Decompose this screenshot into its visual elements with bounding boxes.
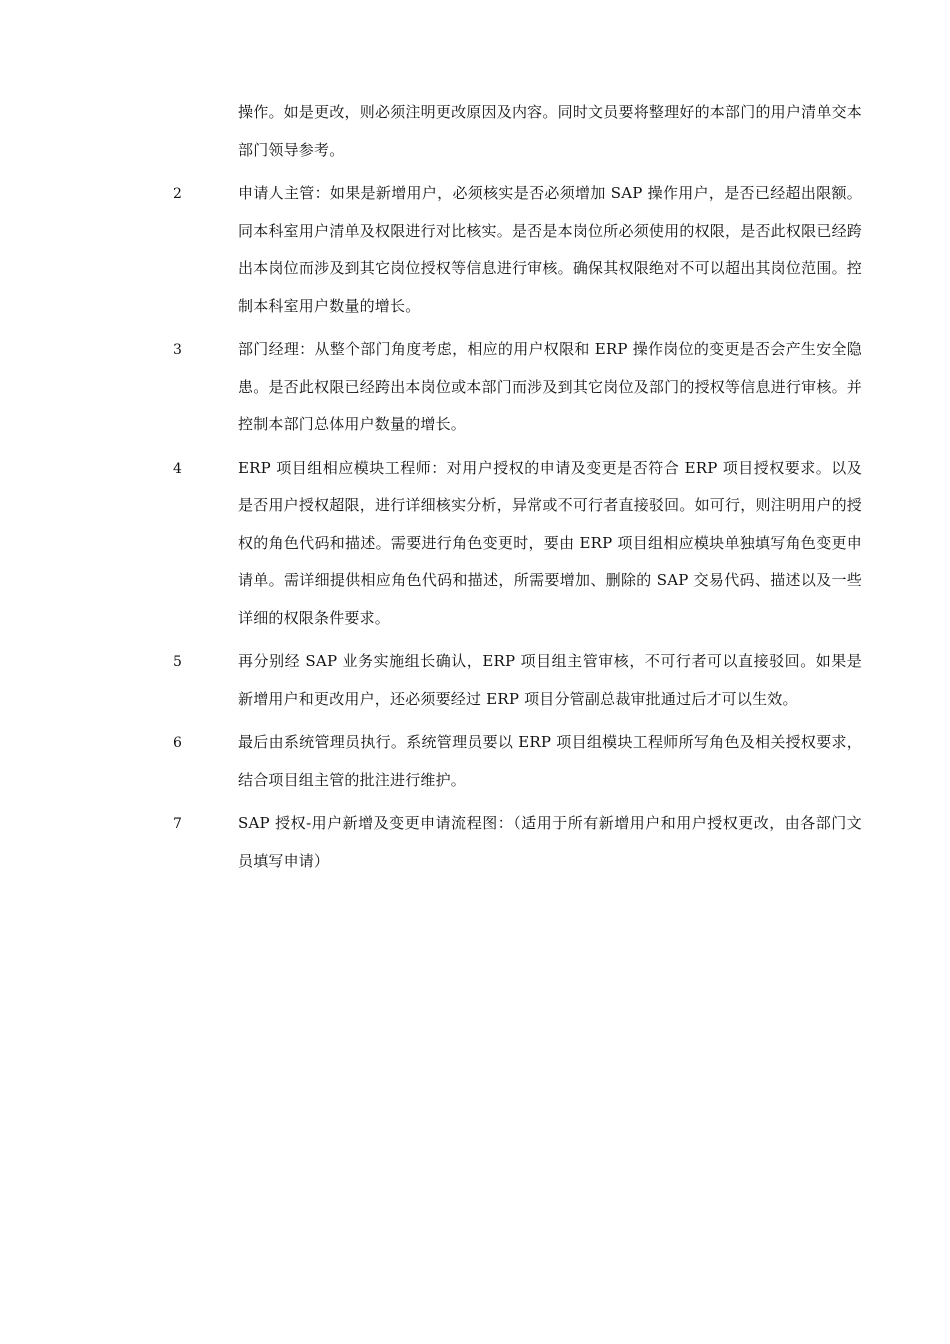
item-number: 3 <box>173 342 182 358</box>
list-item-6 <box>0 724 950 799</box>
item-text: 再分别经 SAP 业务实施组长确认，ERP 项目组主管审核，不可行者可以直接驳回。如果是新增用户和更改用户，还必须要经过 ERP 项目分管副总裁审批通过后才可以生效。 <box>238 652 862 708</box>
item-number: 6 <box>173 735 182 751</box>
list-item-4 <box>0 450 950 638</box>
item-text: ERP 项目组相应模块工程师：对用户授权的申请及变更是否符合 ERP 项目授权要求。以及是否用户授权超限，进行详细核实分析，异常或不可行者直接驳回。如可行，则注明用户的授权的角色代码和描述。需要进行角色变更时，要由 ERP 项目组相应模块单独填写角色变更申请单。需详细提供相应角色代码和描述，所需要增加、删除的 SAP 交易代码、描述以及一些详细的权限条件要求。 <box>238 458 862 627</box>
paragraph-text: 操作。如是更改，则必须注明更改原因及内容。同时文员要将整理好的本部门的用户清单交本部门领导参考。 <box>238 103 862 159</box>
item-number: 2 <box>173 186 182 202</box>
item-text: 部门经理：从整个部门角度考虑，相应的用户权限和 ERP 操作岗位的变更是否会产生安全隐患。是否此权限已经跨出本岗位或本部门而涉及到其它岗位及部门的授权等信息进行审核。并控制本部门总体用户数量的增长。 <box>238 340 862 433</box>
item-number: 4 <box>173 460 182 477</box>
item-number: 5 <box>173 654 182 670</box>
continuation-paragraph <box>0 94 950 169</box>
list-item-7 <box>0 805 950 880</box>
item-text: 申请人主管：如果是新增用户，必须核实是否必须增加 SAP 操作用户，是否已经超出限额。同本科室用户清单及权限进行对比核实。是否是本岗位所必须使用的权限，是否此权限已经跨出本岗位而涉及到其它岗位授权等信息进行审核。确保其权限绝对不可以超出其岗位范围。控制本科室用户数量的增长。 <box>238 184 862 315</box>
list-item-3 <box>0 331 950 444</box>
list-item-2 <box>0 175 950 325</box>
item-number: 7 <box>173 816 182 832</box>
document-body <box>0 94 950 886</box>
item-text: SAP 授权-用户新增及变更申请流程图：（适用于所有新增用户和用户授权更改，由各部门文员填写申请） <box>238 814 862 870</box>
list-item-5 <box>0 643 950 718</box>
item-text: 最后由系统管理员执行。系统管理员要以 ERP 项目组模块工程师所写角色及相关授权要求，结合项目组主管的批注进行维护。 <box>238 733 862 789</box>
